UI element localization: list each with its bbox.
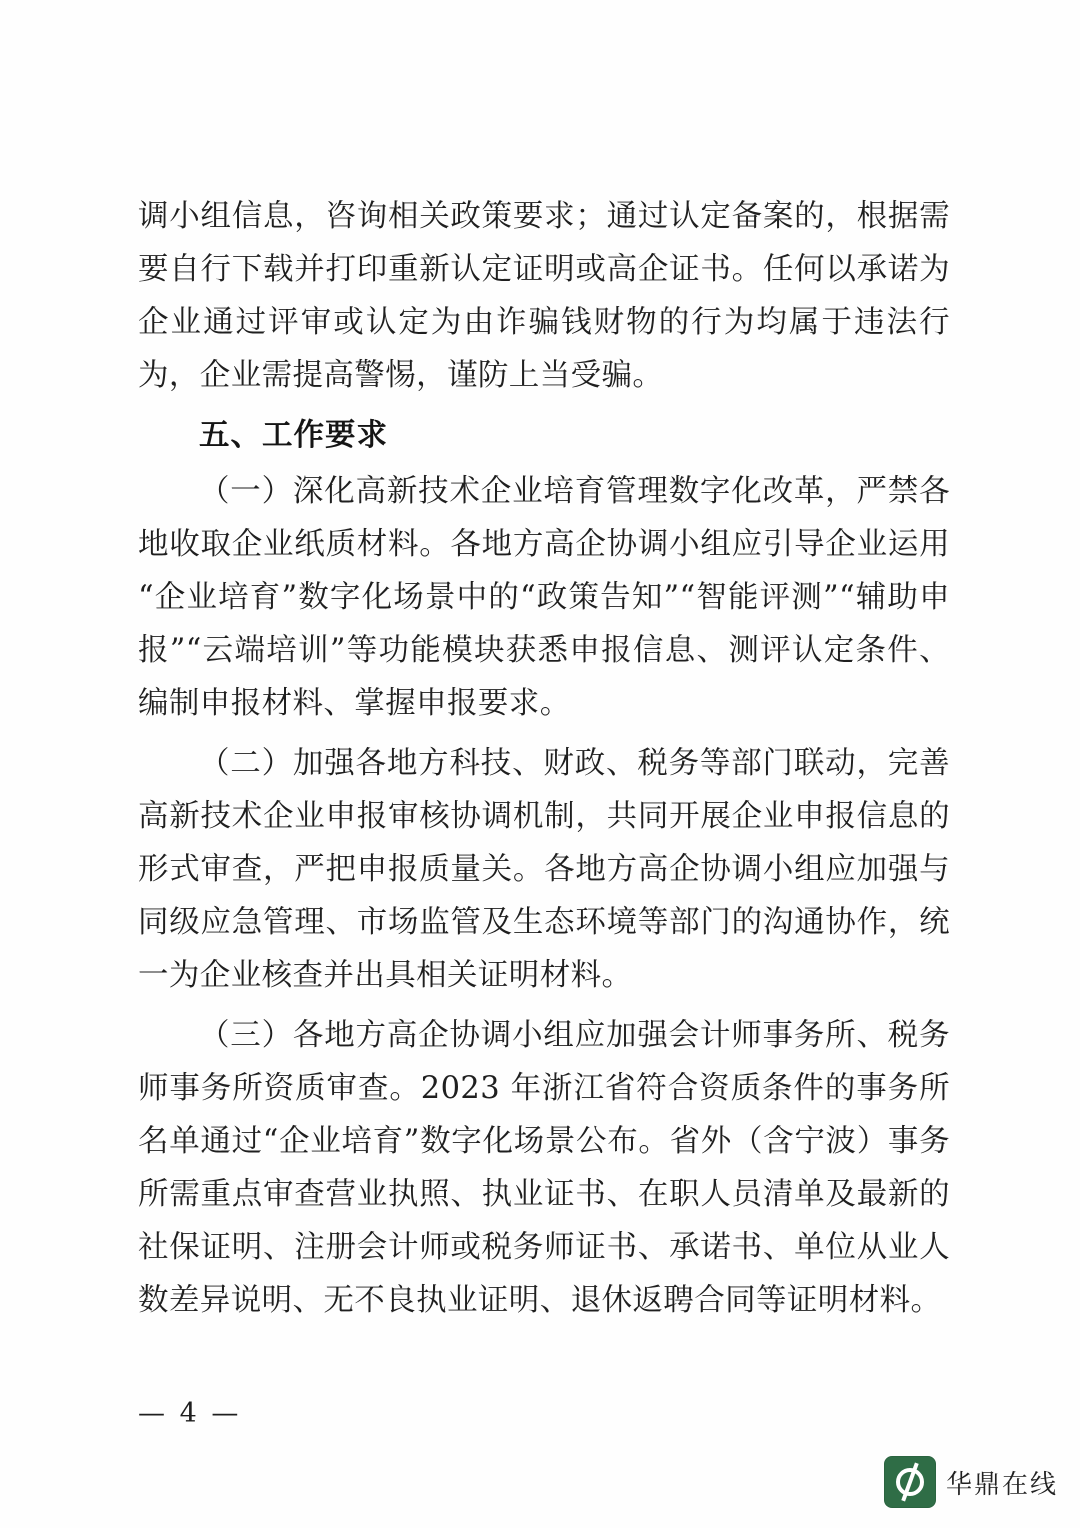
spacer xyxy=(138,730,950,737)
paragraph-item-three: （三）各地方高企协调小组应加强会计师事务所、税务师事务所资质审查。2023 年浙江省符合资质条件的事务所名单通过“企业培育”数字化场景公布。省外（含宁波）事务所需重点审查营业执照、执业证书、在职人员清单及最新的社保证明、注册会计师或税务师证书、承诺书、单位从业人数差异说明、无不良执业证明、退休返聘合同等证明材料。 xyxy=(138,1018,950,1318)
watermark-label: 华鼎在线 xyxy=(945,1469,1058,1500)
spacer xyxy=(138,402,950,405)
watermark xyxy=(808,1450,1058,1514)
section-heading-work-requirements: 五、工作要求 xyxy=(199,418,388,453)
paragraph-item-one: （一）深化高新技术企业培育管理数字化改革，严禁各地收取企业纸质材料。各地方高企协调小组应引导企业运用“企业培育”数字化场景中的“政策告知”“智能评测”“辅助申报”“云端培训”等功能模块获悉申报信息、测评认定条件、编制申报材料、掌握申报要求。 xyxy=(138,474,950,721)
huading-logo-icon xyxy=(884,1456,936,1508)
page-number: — 4 — xyxy=(138,1398,242,1429)
spacer xyxy=(138,1002,950,1009)
document-body xyxy=(138,190,950,1327)
paragraph-item-two: （二）加强各地方科技、财政、税务等部门联动，完善高新技术企业申报审核协调机制，共同开展企业申报信息的形式审查，严把申报质量关。各地方高企协调小组应加强与同级应急管理、市场监管及生态环境等部门的沟通协作，统一为企业核查并出具相关证明材料。 xyxy=(138,746,950,993)
paragraph-continuation: 调小组信息，咨询相关政策要求；通过认定备案的，根据需要自行下载并打印重新认定证明或高企证书。任何以承诺为企业通过评审或认定为由诈骗钱财物的行为均属于违法行为，企业需提高警惕，谨防上当受骗。 xyxy=(138,199,950,393)
